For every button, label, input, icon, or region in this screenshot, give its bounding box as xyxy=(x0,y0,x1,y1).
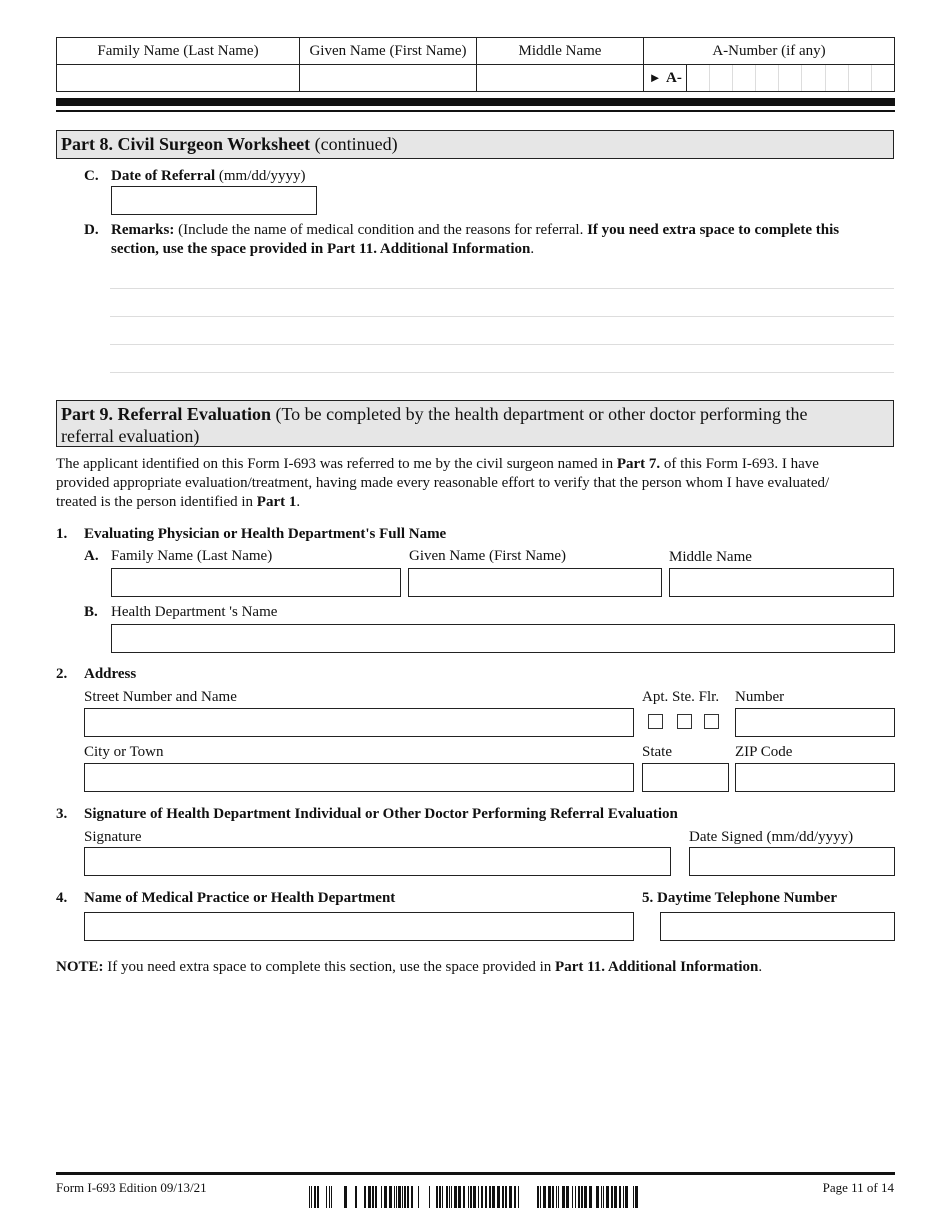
zip-field[interactable] xyxy=(735,763,895,792)
part8-c-letter: C. xyxy=(84,168,99,184)
q1b-letter: B. xyxy=(84,604,98,620)
part9-header: Part 9. Referral Evaluation (To be completed by the health department or other doctor performing the referral evaluation) xyxy=(56,400,894,447)
header-anumber-label: A-Number (if any) xyxy=(644,38,895,65)
physician-middle-name-label: Middle Name xyxy=(669,549,752,565)
unit-number-label: Number xyxy=(735,689,785,705)
city-label: City or Town xyxy=(84,744,164,760)
flr-checkbox[interactable] xyxy=(704,714,719,729)
header-family-field[interactable] xyxy=(57,65,300,92)
state-field[interactable] xyxy=(642,763,729,792)
header-middle-field[interactable] xyxy=(477,65,644,92)
part8-header: Part 8. Civil Surgeon Worksheet (continued) xyxy=(56,130,894,159)
apt-checkbox[interactable] xyxy=(648,714,663,729)
ste-checkbox[interactable] xyxy=(677,714,692,729)
note-text: NOTE: If you need extra space to complete this section, use the space provided in Part 11. Additional Information. xyxy=(56,959,763,975)
physician-family-name-field[interactable] xyxy=(111,568,401,597)
anumber-field[interactable] xyxy=(644,65,894,91)
q3-number: 3. xyxy=(56,806,68,822)
header-given-label: Given Name (First Name) xyxy=(300,38,477,65)
arrow-right-icon: ► xyxy=(648,70,662,85)
date-signed-field[interactable] xyxy=(689,847,895,876)
street-field[interactable] xyxy=(84,708,634,737)
footer-divider xyxy=(56,1172,895,1175)
page-number: Page 11 of 14 xyxy=(822,1180,894,1195)
state-label: State xyxy=(642,744,672,760)
city-field[interactable] xyxy=(84,763,634,792)
signature-label: Signature xyxy=(84,829,142,845)
health-department-name-label: Health Department 's Name xyxy=(111,604,278,620)
medical-practice-name-field[interactable] xyxy=(84,912,634,941)
anumber-prefix: A- xyxy=(666,65,687,91)
remarks-line[interactable] xyxy=(110,288,894,289)
remarks-label-line2: section, use the space provided in Part 11. Additional Information. xyxy=(111,241,535,257)
physician-given-name-field[interactable] xyxy=(408,568,662,597)
date-of-referral-label: Date of Referral (mm/dd/yyyy) xyxy=(111,168,306,184)
part9-intro-line3: treated is the person identified in Part 1. xyxy=(56,494,301,510)
remarks-label: Remarks: (Include the name of medical condition and the reasons for referral. If you need extra space to complete this xyxy=(111,222,840,238)
header-family-label: Family Name (Last Name) xyxy=(57,38,300,65)
physician-middle-name-field[interactable] xyxy=(669,568,894,597)
barcode xyxy=(305,1186,713,1208)
street-label: Street Number and Name xyxy=(84,689,237,705)
q1-label: Evaluating Physician or Health Department's Full Name xyxy=(84,526,447,542)
part8-d-letter: D. xyxy=(84,222,99,238)
header-given-field[interactable] xyxy=(300,65,477,92)
header-divider-thin xyxy=(56,110,895,112)
q4-label: Name of Medical Practice or Health Department xyxy=(84,890,396,906)
q1a-letter: A. xyxy=(84,548,99,564)
daytime-telephone-field[interactable] xyxy=(660,912,895,941)
remarks-line[interactable] xyxy=(110,316,894,317)
date-of-referral-field[interactable] xyxy=(111,186,317,215)
part9-intro-line1: The applicant identified on this Form I-693 was referred to me by the civil surgeon named in Part 7. of this Form I-693. I have xyxy=(56,456,819,472)
q5-label: 5. Daytime Telephone Number xyxy=(642,890,837,906)
q4-number: 4. xyxy=(56,890,68,906)
remarks-line[interactable] xyxy=(110,344,894,345)
q3-label: Signature of Health Department Individual or Other Doctor Performing Referral Evaluation xyxy=(84,806,678,822)
remarks-line[interactable] xyxy=(110,372,894,373)
health-department-name-field[interactable] xyxy=(111,624,895,653)
unit-number-field[interactable] xyxy=(735,708,895,737)
header-middle-label: Middle Name xyxy=(477,38,644,65)
apt-ste-flr-label: Apt. Ste. Flr. xyxy=(642,689,720,705)
zip-label: ZIP Code xyxy=(735,744,793,760)
q2-number: 2. xyxy=(56,666,68,682)
header-table xyxy=(56,37,895,92)
header-divider xyxy=(56,98,895,106)
physician-given-name-label: Given Name (First Name) xyxy=(409,548,567,564)
physician-family-name-label: Family Name (Last Name) xyxy=(111,548,273,564)
q2-label: Address xyxy=(84,666,137,682)
signature-field[interactable] xyxy=(84,847,671,876)
form-edition: Form I-693 Edition 09/13/21 xyxy=(56,1180,207,1195)
date-signed-label: Date Signed (mm/dd/yyyy) xyxy=(689,829,854,845)
part9-intro-line2: provided appropriate evaluation/treatment, having made every reasonable effort to verify that the person whom I have evaluated/ xyxy=(56,475,830,491)
q1-number: 1. xyxy=(56,526,68,542)
